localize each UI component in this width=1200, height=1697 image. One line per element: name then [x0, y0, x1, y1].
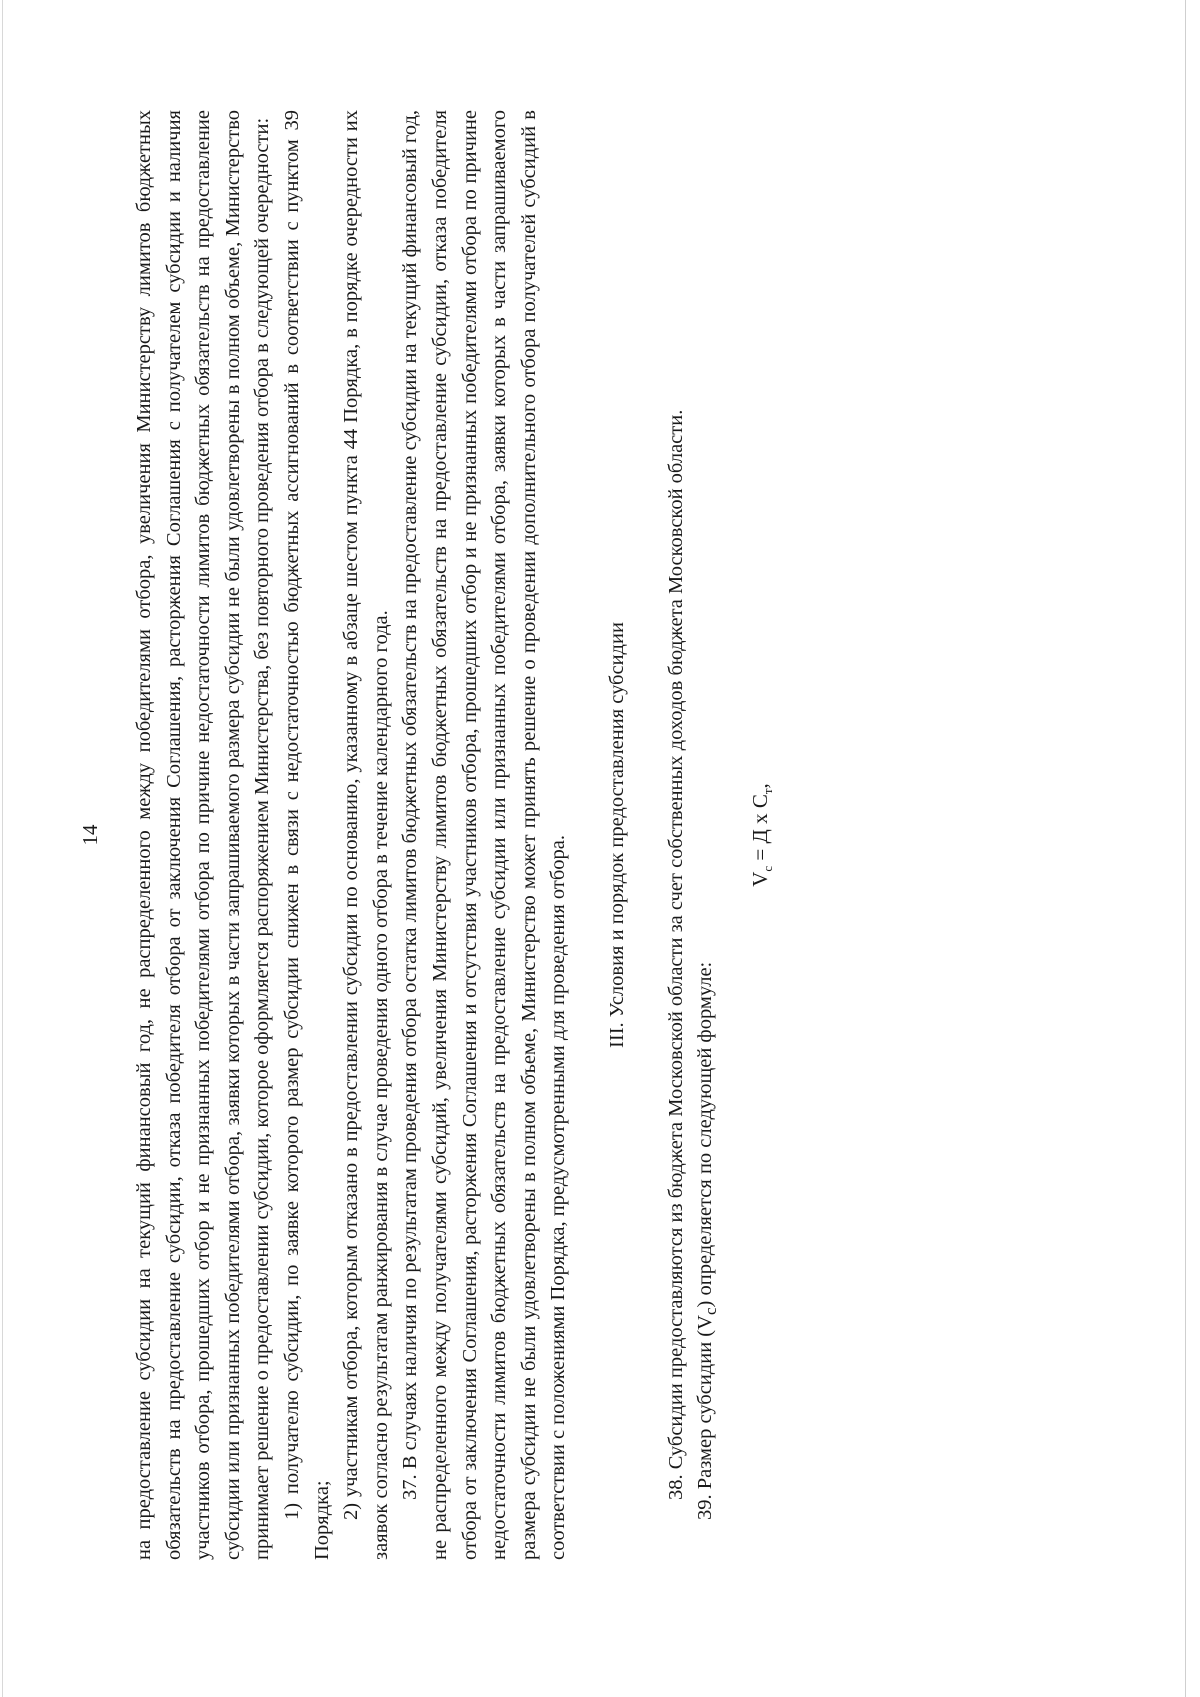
section-title: III. Условия и порядок предоставления субсидии — [605, 622, 628, 1048]
paragraph-item-1: 1) получателю субсидии, по заявке которого размер субсидии снижен в связи с недостаточностью бюджетных ассигнований в соответствии с пунктом 39 Порядка; — [280, 110, 333, 1560]
rotated-page — [78, 110, 950, 1560]
spacer — [574, 110, 603, 1560]
document-body — [130, 110, 783, 1560]
paragraph-38: 38. Субсидии предоставляются из бюджета Московской области за счет собственных доходов бюджета Московской области. — [664, 409, 687, 1500]
paragraph-39 — [691, 110, 726, 1560]
paragraph-39-subscript: с — [701, 1307, 721, 1316]
paragraph-37: 37. В случаях наличия по результатам проведения отбора остатка лимитов бюджетных обязательств на предоставление субсидии на текущий финансовый год, не распределенного между получателями субсидий, увеличения Министерству лимитов бюджетных обязательств на предоставление субсидии, отказа победителя отбора от заключения Соглашения, расторжения Соглашения и отсутствия участников отбора, прошедших отбор и не признанных победителями отбора по причине недостаточности лимитов бюджетных обязательств на предоставление субсидии или признанных победителями отбора, заявки которых в части запрашиваемого размера субсидии не были удовлетворены в полном объеме, Министерство может принять решение о проведении дополнительного отбора получателей субсидий в соответствии с положениями Порядка, предусмотренными для проведения отбора. — [399, 110, 570, 1560]
paragraph-continuation: на предоставление субсидии на текущий финансовый год, не распределенного между победителями отбора, увеличения Министерству лимитов бюджетных обязательств на предоставление субсидии, отказа победителя отбора от заключения Соглашения, расторжения Соглашения с получателем субсидии и наличия участников отбора, прошедших отбор и не признанных победителями отбора по причине недостаточности лимитов бюджетных обязательств на предоставление субсидии или признанных победителями отбора, заявки которых в части запрашиваемого размера субсидии не были удовлетворены в полном объеме, Министерство принимает решение о предоставлении субсидии, которое оформляется распоряжением Министерства, без повторного проведения отбора в следующей очередности: — [133, 110, 274, 1560]
formula-rhs-subscript: т — [759, 788, 775, 795]
paragraph-item-2: 2) участникам отбора, которым отказано в предоставлении субсидии по основанию, указанному в абзаце шестом пункта 44 Порядка, в порядке очередности их заявок согласно результатам ранжирования в случае проведения одного отбора в течение календарного года. — [340, 110, 392, 1560]
scan-edge-left — [2, 0, 3, 1697]
page-number: 14 — [78, 824, 102, 846]
paragraph-39-prefix: 39. Размер субсидии (V — [694, 1315, 717, 1520]
formula-lhs-subscript: с — [759, 865, 775, 872]
formula-tail: , — [747, 783, 772, 789]
paragraph-39-suffix: ) определяется по следующей формуле: — [694, 961, 717, 1308]
formula-middle: = Д х С — [747, 794, 772, 866]
spacer — [633, 110, 662, 1560]
formula-lhs: V — [747, 871, 772, 887]
scan-edge-right — [1185, 0, 1186, 1697]
formula — [746, 110, 783, 1560]
